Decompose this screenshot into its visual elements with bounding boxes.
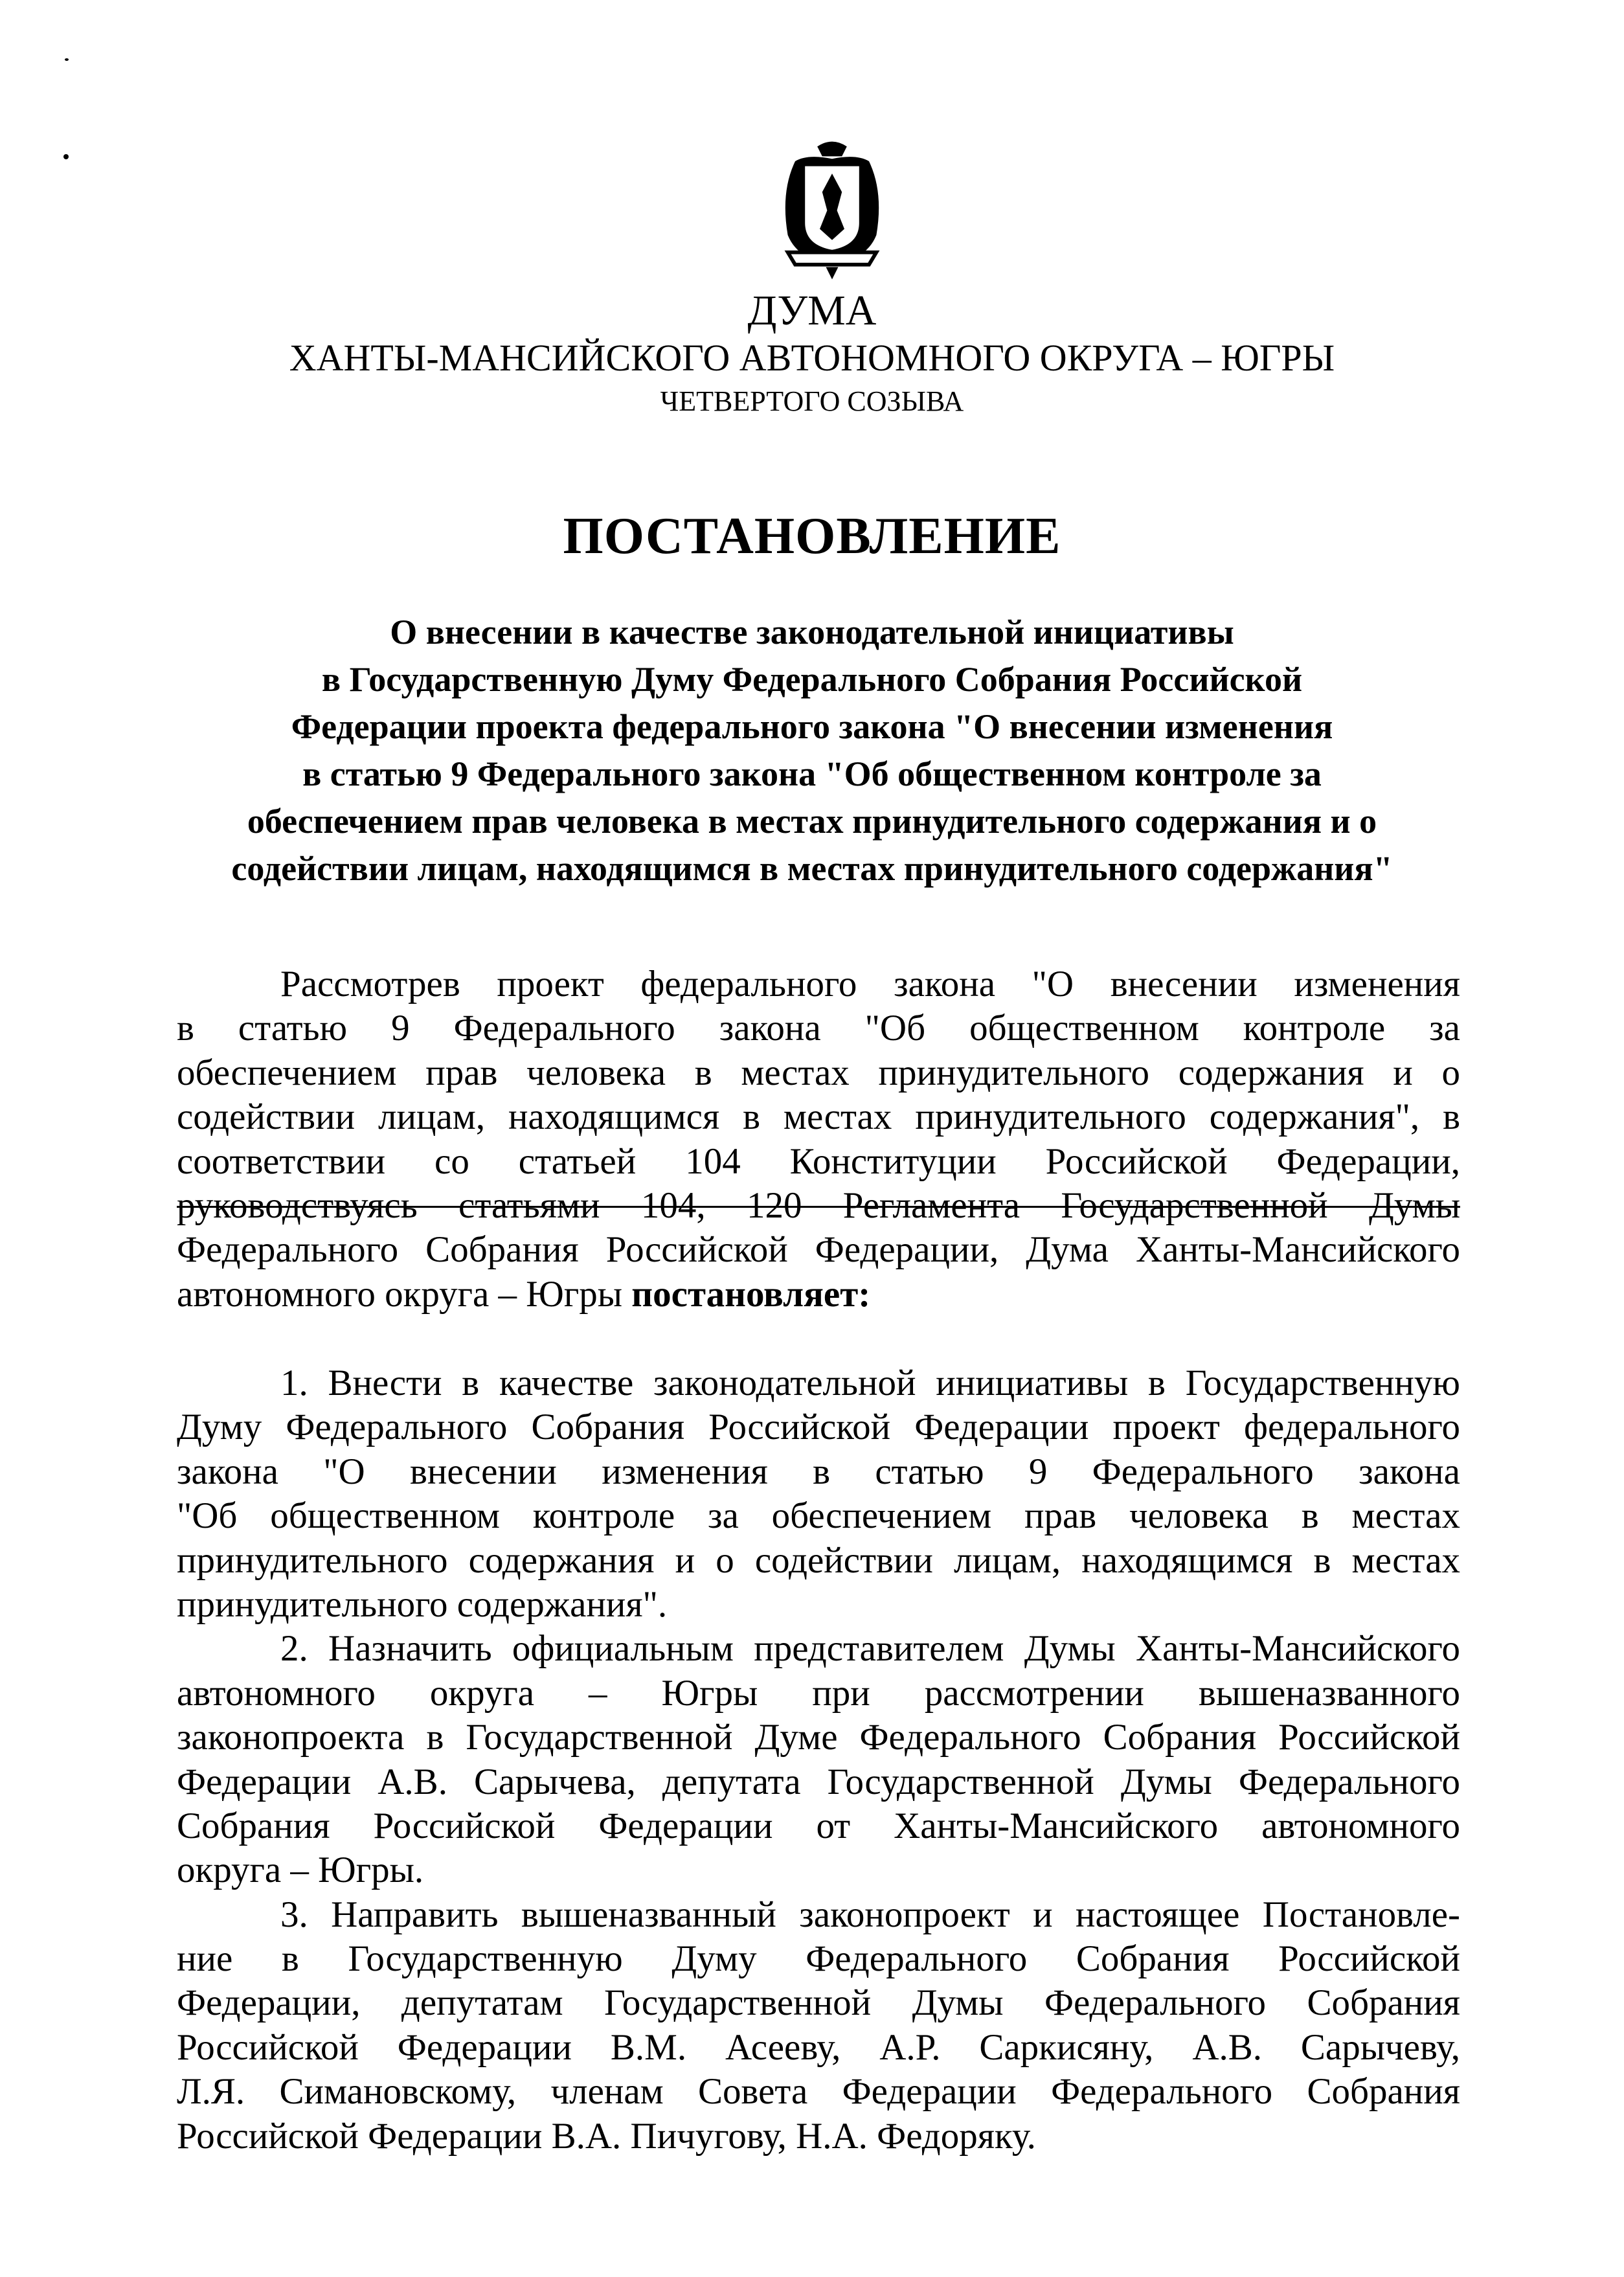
- preamble-line: [177, 1095, 1460, 1139]
- subtitle-line: содействии лицам, находящимся в местах принудительного содержания": [231, 849, 1393, 888]
- line-text: руководствуясь статьями 104, 120 Регламента Государственной Думы: [177, 1184, 1460, 1226]
- line-text: в статью 9 Федерального закона "Об общественном контроле за: [177, 1008, 1460, 1049]
- line-text: Думу Федерального Собрания Российской Федерации проект федерального: [177, 1407, 1460, 1448]
- item-line: [177, 1893, 1460, 1937]
- line-text: Собрания Российской Федерации от Ханты-Мансийского автономного: [177, 1805, 1460, 1846]
- subtitle-line: в Государственную Думу Федерального Собрания Российской: [321, 660, 1303, 699]
- resolution-items: [177, 1361, 1460, 2158]
- scan-speck: [63, 154, 69, 159]
- line-text: принудительного содержания".: [177, 1583, 668, 1625]
- line-text: соответствии со статьей 104 Конституции Российской Федерации,: [177, 1140, 1460, 1182]
- preamble-line: [177, 1273, 1460, 1317]
- coat-of-arms-emblem: [771, 136, 894, 285]
- document-title: ПОСТАНОВЛЕНИЕ: [563, 508, 1061, 565]
- line-text: ние в Государственную Думу Федерального Собрания Российской: [177, 1938, 1460, 1980]
- item-line: [177, 1627, 1460, 1671]
- subtitle-line: в статью 9 Федерального закона "Об общественном контроле за: [302, 754, 1322, 793]
- item-line: [177, 1716, 1460, 1760]
- item-line: [177, 1981, 1460, 2025]
- subtitle-line: обеспечением прав человека в местах принудительного содержания и о: [247, 802, 1377, 841]
- line-text: содействии лицам, находящимся в местах принудительного содержания", в: [177, 1096, 1460, 1138]
- line-text: 1. Внести в качестве законодательной инициативы в Государственную: [280, 1363, 1460, 1403]
- line-text: Российской Федерации В.А. Пичугову, Н.А. Федоряку.: [177, 2115, 1036, 2157]
- item-line: [177, 1405, 1460, 1449]
- preamble-line: [177, 1006, 1460, 1050]
- line-text: Рассмотрев проект федерального закона "О внесении изменения: [280, 964, 1460, 1004]
- struck-out-line: [177, 1184, 1460, 1228]
- item-line: [177, 1494, 1460, 1538]
- line-text: округа – Югры.: [177, 1850, 424, 1891]
- item-line: [177, 1760, 1460, 1804]
- resolves-keyword: постановляет:: [631, 1273, 871, 1315]
- line-text: Российской Федерации В.М. Асееву, А.Р. Саркисяну, А.В. Сарычеву,: [177, 2026, 1460, 2068]
- region-name: ХАНТЫ-МАНСИЙСКОГО АВТОНОМНОГО ОКРУГА – ЮГРЫ: [289, 337, 1335, 379]
- line-text: Л.Я. Симановскому, членам Совета Федерации Федерального Собрания: [177, 2071, 1460, 2113]
- subtitle-line: О внесении в качестве законодательной инициативы: [390, 613, 1234, 651]
- item-line: [177, 1848, 1460, 1892]
- line-text: законопроекта в Государственной Думе Федерального Собрания Российской: [177, 1717, 1460, 1758]
- line-text: 2. Назначить официальным представителем Думы Ханты-Мансийского: [280, 1628, 1460, 1670]
- document-subtitle: [0, 609, 1624, 892]
- item-line: [177, 1539, 1460, 1583]
- preamble-line: [177, 1140, 1460, 1184]
- item-line: [177, 1583, 1460, 1627]
- item-line: [177, 2070, 1460, 2114]
- convocation: ЧЕТВЕРТОГО СОЗЫВА: [660, 385, 964, 417]
- line-text: Федерации А.В. Сарычева, депутата Государственной Думы Федерального: [177, 1761, 1460, 1802]
- preamble-line: [177, 962, 1460, 1006]
- item-line: [177, 1450, 1460, 1494]
- line-text: обеспечением прав человека в местах принудительного содержания и о: [177, 1052, 1460, 1093]
- item-line: [177, 1804, 1460, 1848]
- item-line: [177, 2114, 1460, 2158]
- preamble-line: [177, 1051, 1460, 1095]
- scan-speck: [65, 58, 69, 61]
- item-line: [177, 2026, 1460, 2070]
- item-line: [177, 1937, 1460, 1981]
- item-line: [177, 1361, 1460, 1405]
- preamble-paragraph: [177, 962, 1460, 1317]
- preamble-line: [177, 1228, 1460, 1272]
- line-text: принудительного содержания и о содействии лицам, находящимся в местах: [177, 1539, 1460, 1581]
- subtitle-line: Федерации проекта федерального закона "О внесении изменения: [291, 707, 1333, 746]
- line-text: автономного округа – Югры: [177, 1273, 632, 1315]
- org-name: ДУМА: [747, 287, 877, 334]
- line-text: "Об общественном контроле за обеспечением прав человека в местах: [177, 1495, 1460, 1537]
- line-text: 3. Направить вышеназванный законопроект и настоящее Постановле-: [280, 1894, 1460, 1935]
- item-line: [177, 1671, 1460, 1716]
- line-text: автономного округа – Югры при рассмотрении вышеназванного: [177, 1672, 1460, 1714]
- line-text: Федерации, депутатам Государственной Думы Федерального Собрания: [177, 1982, 1460, 2024]
- line-text: закона "О внесении изменения в статью 9 Федерального закона: [177, 1451, 1460, 1492]
- line-text: Федерального Собрания Российской Федерации, Дума Ханты-Мансийского: [177, 1229, 1460, 1271]
